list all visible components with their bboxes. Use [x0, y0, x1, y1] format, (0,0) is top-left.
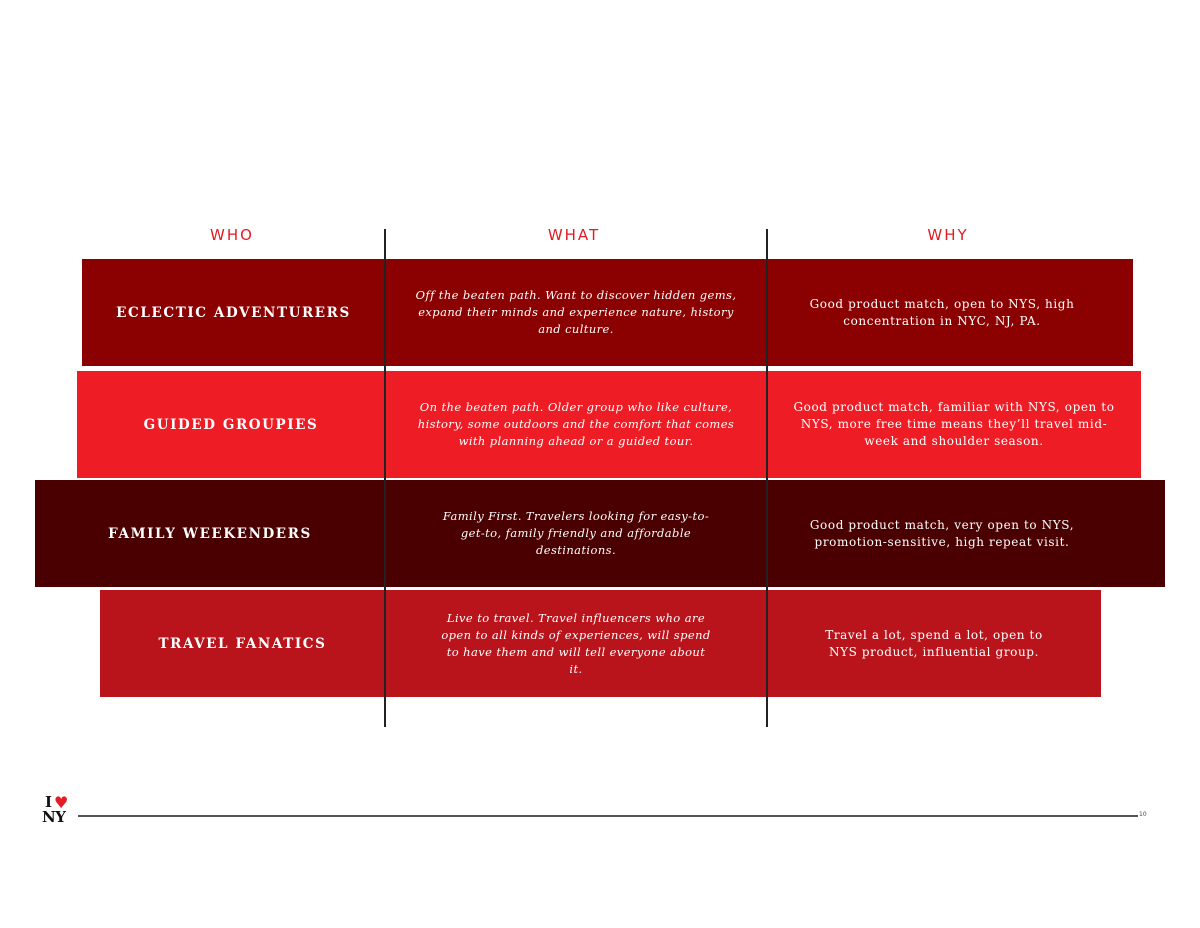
- row-why-text: Good product match, familiar with NYS, open to NYS, more free time means they’ll travel mid-week and shoulder season.: [793, 400, 1115, 448]
- row-why-text: Good product match, open to NYS, high concentration in NYC, NJ, PA.: [809, 296, 1075, 328]
- row-family-weekenders: [35, 480, 1165, 587]
- column-divider-right: [766, 229, 768, 727]
- row-why-text: Travel a lot, spend a lot, open to NYS product, influential group.: [825, 627, 1043, 659]
- row-who-label: TRAVEL FANATICS: [158, 635, 327, 652]
- footer-rule: [78, 815, 1138, 817]
- row-who-label: ECLECTIC ADVENTURERS: [116, 304, 351, 321]
- page-number: 10: [1139, 811, 1147, 818]
- row-guided-groupies: [77, 371, 1141, 478]
- what-column-header: WHAT: [547, 226, 601, 244]
- i-love-ny-logo: [42, 795, 76, 825]
- row-what-text: Off the beaten path. Want to discover hidden gems, expand their minds and experience nature, history and culture.: [415, 288, 737, 336]
- heart-icon: ♥: [54, 793, 69, 812]
- column-divider-left: [384, 229, 386, 727]
- why-column-header: WHY: [927, 226, 969, 244]
- who-column-header: WHO: [210, 226, 254, 244]
- row-who-label: FAMILY WEEKENDERS: [108, 525, 312, 542]
- row-what-text: Live to travel. Travel influencers who are open to all kinds of experiences, will spend to have them and will tell everyone about it.: [441, 610, 711, 676]
- row-who-label: GUIDED GROUPIES: [143, 416, 319, 433]
- row-why-text: Good product match, very open to NYS, promotion-sensitive, high repeat visit.: [809, 517, 1075, 549]
- logo-letter-i: I: [45, 793, 53, 811]
- logo-letters-ny: NY: [42, 808, 66, 826]
- row-eclectic-adventurers: [82, 259, 1133, 366]
- row-what-text: Family First. Travelers looking for easy-to-get-to, family friendly and affordable destinations.: [442, 509, 710, 557]
- row-travel-fanatics: [100, 590, 1101, 697]
- row-what-text: On the beaten path. Older group who like culture, history, some outdoors and the comfort that comes with planning ahead or a guided tour.: [417, 400, 735, 448]
